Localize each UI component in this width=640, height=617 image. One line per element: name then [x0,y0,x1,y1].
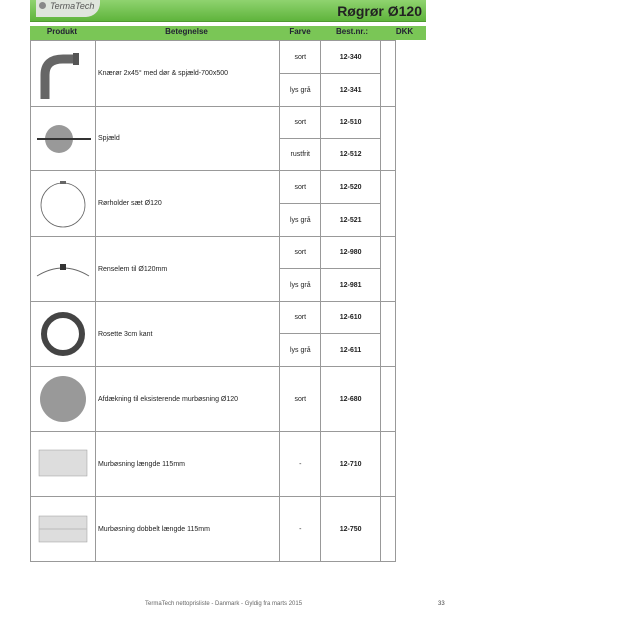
table-header [30,26,426,40]
product-image [31,171,96,237]
col-product: Produkt [46,27,78,36]
variant-color: rustfrit [280,139,321,171]
table-row [31,432,396,497]
price-cell [381,367,396,432]
product-table [30,40,396,562]
variant-nr: 12-611 [321,334,381,367]
variant-color: lys grå [280,74,321,107]
variant-nr: 12-521 [321,204,381,237]
product-image [31,41,96,107]
price-cell [381,171,396,237]
col-nr: Best.nr.: [335,27,368,36]
price-cell [381,107,396,171]
page-number: 33 [438,601,445,607]
variant-nr: 12-520 [321,171,381,204]
variant-color: sort [280,237,321,269]
wall-sleeve-icon [33,444,93,484]
variant-nr: 12-710 [321,432,381,497]
variant-nr: 12-680 [321,367,381,432]
col-color: Farve [289,27,311,36]
variant-color: sort [280,107,321,139]
variant-nr: 12-512 [321,139,381,171]
double-wall-sleeve-icon [33,504,93,554]
price-cell [381,41,396,107]
table-row [31,107,396,139]
damper-icon [33,119,93,159]
variant-nr: 12-510 [321,107,381,139]
page-title: Røgrør Ø120 [337,3,422,19]
cover-plate-icon [33,371,93,427]
variant-nr: 12-980 [321,237,381,269]
table-row [31,497,396,562]
table-row [31,237,396,269]
product-desc: Spjæld [95,107,279,171]
product-desc: Rosette 3cm kant [95,302,279,367]
price-cell [381,497,396,562]
table-row [31,302,396,334]
elbow-pipe-icon [33,45,93,103]
rosette-icon [33,309,93,359]
pipe-holder-icon [33,179,93,229]
variant-nr: 12-340 [321,41,381,74]
product-image [31,367,96,432]
product-image [31,497,96,562]
price-cell [381,302,396,367]
logo-text: TermaTech [50,1,95,11]
variant-nr: 12-981 [321,269,381,302]
product-desc: Afdækning til eksisterende murbøsning Ø120 [95,367,279,432]
variant-nr: 12-750 [321,497,381,562]
variant-color: sort [280,171,321,204]
col-dkk: DKK [395,27,414,36]
product-image [31,432,96,497]
product-desc: Knærør 2x45° med dør & spjæld-700x500 [95,41,279,107]
variant-color: lys grå [280,334,321,367]
product-image [31,107,96,171]
variant-color: - [280,497,321,562]
table-row [31,171,396,204]
variant-color: lys grå [280,269,321,302]
variant-color: sort [280,367,321,432]
product-desc: Murbøsning længde 115mm [95,432,279,497]
price-cell [381,432,396,497]
product-desc: Rørholder sæt Ø120 [95,171,279,237]
table-row [31,41,396,74]
variant-color: - [280,432,321,497]
price-cell [381,237,396,302]
table-row [31,367,396,432]
product-desc: Renselem til Ø120mm [95,237,279,302]
product-image [31,302,96,367]
cleaning-hatch-icon [33,254,93,284]
col-desc: Betegnelse [165,27,208,36]
product-image [31,237,96,302]
variant-color: sort [280,302,321,334]
variant-color: lys grå [280,204,321,237]
variant-nr: 12-610 [321,302,381,334]
termatech-logo [36,0,100,17]
product-desc: Murbøsning dobbelt længde 115mm [95,497,279,562]
footer-text: TermaTech nettoprisliste - Danmark - Gyldig fra marts 2015 [145,601,303,607]
variant-color: sort [280,41,321,74]
variant-nr: 12-341 [321,74,381,107]
logo-mark-icon [39,2,46,9]
